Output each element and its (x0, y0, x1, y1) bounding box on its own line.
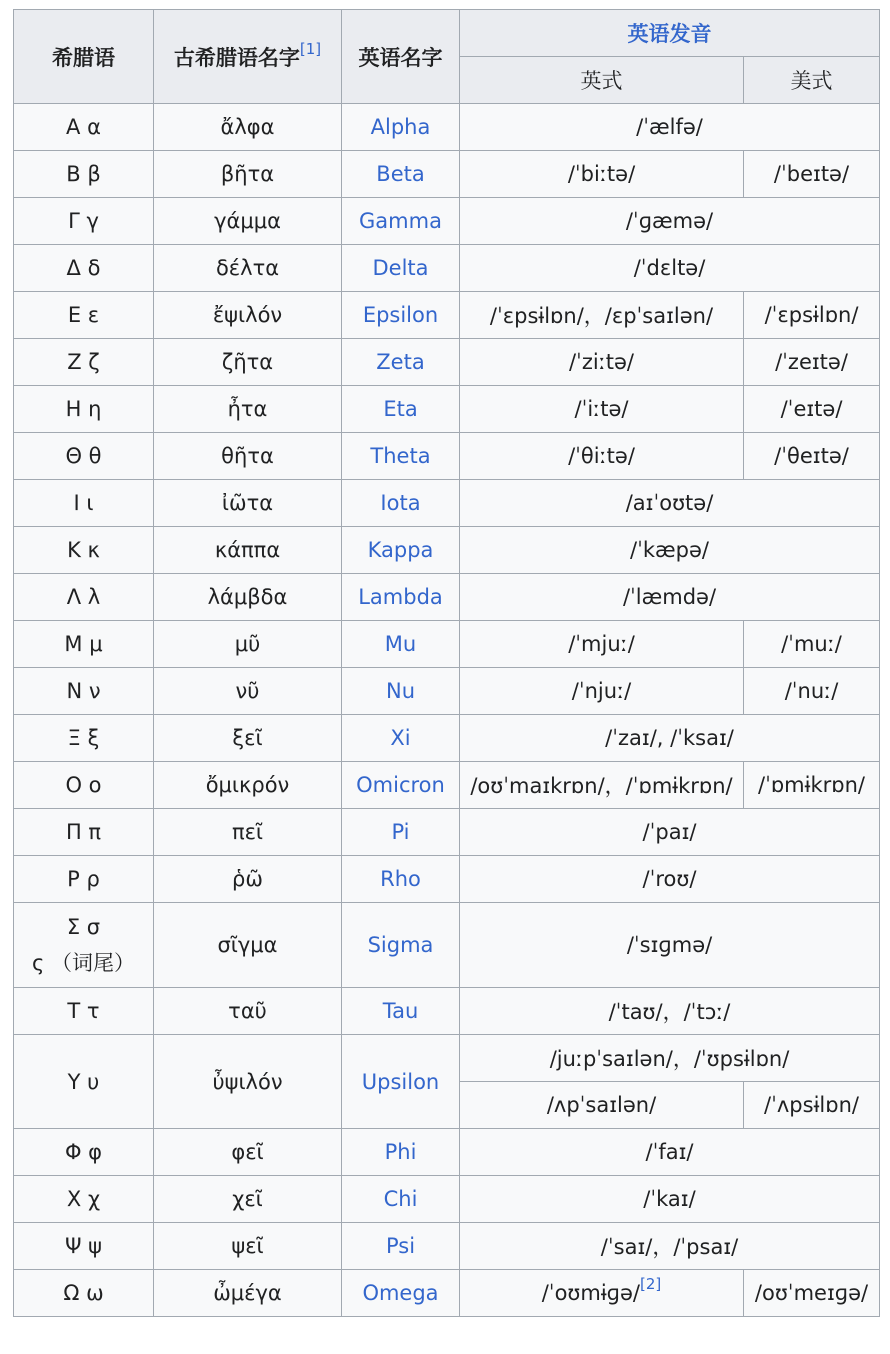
english-name-cell (342, 386, 460, 433)
header-row (14, 10, 880, 57)
header-ancient-name-label: 古希腊语名字 (173, 45, 300, 70)
american-pronunciation-cell: /ˈθeɪtə/ (744, 433, 880, 480)
english-name-link[interactable]: Rho (380, 867, 421, 891)
pronunciation-cell: /ˈtaʊ/，/ˈtɔː/ (460, 988, 880, 1035)
english-name-cell (342, 292, 460, 339)
american-pronunciation-cell: /oʊˈmeɪɡə/ (744, 1270, 880, 1317)
table-row (14, 856, 880, 903)
british-pronunciation-cell: /ˈiːtə/ (460, 386, 744, 433)
english-name-link[interactable]: Omega (362, 1281, 439, 1305)
ancient-name-cell: πεῖ (154, 809, 342, 856)
english-name-link[interactable]: Iota (380, 491, 421, 515)
letter-cell: Ι ι (14, 480, 154, 527)
pronunciation-cell: /ˈsaɪ/，/ˈpsaɪ/ (460, 1223, 880, 1270)
header-american: 美式 (744, 57, 880, 104)
letter-cell: Ρ ρ (14, 856, 154, 903)
ancient-name-cell: ψεῖ (154, 1223, 342, 1270)
header-pronunciation (460, 10, 880, 57)
letter-cell: Τ τ (14, 988, 154, 1035)
table-row (14, 1176, 880, 1223)
header-english-name: 英语名字 (342, 10, 460, 104)
ancient-name-cell: θῆτα (154, 433, 342, 480)
letter-text: Σ σ (66, 915, 101, 939)
letter-cell: Ψ ψ (14, 1223, 154, 1270)
british-pronunciation-cell: /ˈmjuː/ (460, 621, 744, 668)
pronunciation-cell: /ˈlæmdə/ (460, 574, 880, 621)
letter-cell: Θ θ (14, 433, 154, 480)
letter-cell: Λ λ (14, 574, 154, 621)
pronunciation-cell: /ˈsɪɡmə/ (460, 903, 880, 988)
english-name-cell (342, 1035, 460, 1129)
english-name-cell (342, 1176, 460, 1223)
english-name-link[interactable]: Epsilon (362, 303, 439, 327)
english-name-link[interactable]: Tau (382, 999, 419, 1023)
letter-cell: Μ μ (14, 621, 154, 668)
letter-cell: Ο ο (14, 762, 154, 809)
table-body (14, 104, 880, 1317)
american-pronunciation-cell: /ˈnuː/ (744, 668, 880, 715)
table-row (14, 668, 880, 715)
letter-cell: Φ φ (14, 1129, 154, 1176)
ancient-name-cell: βῆτα (154, 151, 342, 198)
letter-cell: Γ γ (14, 198, 154, 245)
table-row (14, 198, 880, 245)
pronunciation-cell: /juːpˈsaɪlən/，/ˈʊpsɨlɒn/ (460, 1035, 880, 1082)
english-name-cell (342, 151, 460, 198)
table-row (14, 480, 880, 527)
english-name-link[interactable]: Pi (391, 820, 410, 844)
english-name-link[interactable]: Eta (383, 397, 418, 421)
pronunciation-cell: /ˈɡæmə/ (460, 198, 880, 245)
british-pronunciation-cell: /ˈnjuː/ (460, 668, 744, 715)
english-name-cell (342, 433, 460, 480)
english-name-link[interactable]: Zeta (376, 350, 425, 374)
english-name-link[interactable]: Beta (376, 162, 425, 186)
british-pronunciation-text: /ˈoʊmɨɡə/ (541, 1281, 641, 1305)
table-row (14, 151, 880, 198)
table-row (14, 988, 880, 1035)
table-row (14, 1223, 880, 1270)
ancient-name-cell: ζῆτα (154, 339, 342, 386)
american-pronunciation-cell: /ˈɛpsɨlɒn/ (744, 292, 880, 339)
english-name-cell (342, 104, 460, 151)
ancient-name-cell: ὦμέγα (154, 1270, 342, 1317)
american-pronunciation-cell: /ˈmuː/ (744, 621, 880, 668)
pronunciation-cell: /ˈdɛltə/ (460, 245, 880, 292)
header-ancient-name (154, 10, 342, 104)
pronunciation-cell: /ˈkaɪ/ (460, 1176, 880, 1223)
ancient-name-cell: ἄλφα (154, 104, 342, 151)
pronunciation-cell: /aɪˈoʊtə/ (460, 480, 880, 527)
table-row (14, 809, 880, 856)
letter-cell: Ξ ξ (14, 715, 154, 762)
ancient-name-cell: ἦτα (154, 386, 342, 433)
english-name-link[interactable]: Nu (385, 679, 416, 703)
ancient-name-cell: ὄμικρόν (154, 762, 342, 809)
english-name-cell (342, 527, 460, 574)
english-name-link[interactable]: Upsilon (361, 1069, 440, 1094)
english-name-link[interactable]: Theta (370, 444, 431, 468)
ancient-name-cell: ὖψιλόν (154, 1035, 342, 1129)
pronunciation-link[interactable]: 英语发音 (627, 22, 712, 46)
letter-cell: Χ χ (14, 1176, 154, 1223)
pronunciation-cell: /ˈpaɪ/ (460, 809, 880, 856)
ancient-name-cell: νῦ (154, 668, 342, 715)
letter-cell: Ν ν (14, 668, 154, 715)
table-row (14, 1035, 880, 1082)
table-row (14, 903, 880, 988)
letter-cell: Ε ε (14, 292, 154, 339)
english-name-link[interactable]: Omicron (356, 773, 445, 797)
english-name-cell (342, 762, 460, 809)
english-name-link[interactable]: Sigma (367, 933, 434, 957)
table-row (14, 621, 880, 668)
table-row (14, 245, 880, 292)
english-name-cell (342, 856, 460, 903)
pronunciation-cell: /ˈælfə/ (460, 104, 880, 151)
american-pronunciation-cell: /ˈzeɪtə/ (744, 339, 880, 386)
pronunciation-cell: /ˈroʊ/ (460, 856, 880, 903)
table-row (14, 1270, 880, 1317)
american-pronunciation-cell: /ˈʌpsɨlɒn/ (744, 1082, 880, 1129)
table-row (14, 104, 880, 151)
table-row (14, 527, 880, 574)
table-row (14, 762, 880, 809)
table-row (14, 574, 880, 621)
greek-alphabet-table (13, 9, 880, 1317)
table-row (14, 339, 880, 386)
ancient-name-cell: λάμβδα (154, 574, 342, 621)
letter-cell: Ω ω (14, 1270, 154, 1317)
table-row (14, 1129, 880, 1176)
british-pronunciation-cell (460, 1270, 744, 1317)
footnote-1-link[interactable]: [1] (299, 39, 322, 58)
english-name-link[interactable]: Kappa (367, 538, 434, 562)
ancient-name-cell: μῦ (154, 621, 342, 668)
english-name-cell (342, 809, 460, 856)
letter-final-form: ς （词尾） (31, 951, 135, 975)
english-name-link[interactable]: Xi (390, 726, 411, 750)
pronunciation-cell: /ˈfaɪ/ (460, 1129, 880, 1176)
footnote-2-link[interactable]: [2] (640, 1275, 662, 1293)
english-name-cell (342, 339, 460, 386)
ancient-name-cell: κάππα (154, 527, 342, 574)
english-name-link[interactable]: Gamma (359, 209, 442, 233)
american-pronunciation-cell: /ˈeɪtə/ (744, 386, 880, 433)
english-name-link[interactable]: Alpha (370, 115, 431, 139)
english-name-link[interactable]: Chi (383, 1187, 418, 1211)
letter-cell: Δ δ (14, 245, 154, 292)
british-pronunciation-cell: /ˈziːtə/ (460, 339, 744, 386)
table-row (14, 292, 880, 339)
english-name-cell (342, 1223, 460, 1270)
english-name-cell (342, 245, 460, 292)
ancient-name-cell: δέλτα (154, 245, 342, 292)
letter-cell: Α α (14, 104, 154, 151)
ancient-name-cell: χεῖ (154, 1176, 342, 1223)
english-name-cell (342, 988, 460, 1035)
english-name-cell (342, 715, 460, 762)
english-name-link[interactable]: Lambda (358, 585, 443, 609)
letter-cell: Β β (14, 151, 154, 198)
british-pronunciation-cell: /ˈɛpsɨlɒn/，/ɛpˈsaɪlən/ (460, 292, 744, 339)
english-name-cell (342, 1129, 460, 1176)
english-name-cell (342, 198, 460, 245)
letter-cell: Π π (14, 809, 154, 856)
table-row (14, 433, 880, 480)
english-name-cell (342, 903, 460, 988)
header-greek: 希腊语 (14, 10, 154, 104)
english-name-link[interactable]: Delta (372, 256, 429, 280)
english-name-link[interactable]: Psi (385, 1234, 416, 1258)
pronunciation-cell: /ˈzaɪ/, /ˈksaɪ/ (460, 715, 880, 762)
english-name-link[interactable]: Phi (384, 1140, 417, 1164)
american-pronunciation-cell: /ˈɒmɨkrɒn/ (744, 762, 880, 809)
ancient-name-cell: ῥῶ (154, 856, 342, 903)
english-name-cell (342, 668, 460, 715)
ancient-name-cell: ἔψιλόν (154, 292, 342, 339)
british-pronunciation-cell: /oʊˈmaɪkrɒn/，/ˈɒmɨkrɒn/ (460, 762, 744, 809)
letter-cell (14, 903, 154, 988)
english-name-cell (342, 621, 460, 668)
british-pronunciation-cell: /ˈbiːtə/ (460, 151, 744, 198)
english-name-cell (342, 574, 460, 621)
ancient-name-cell: ταῦ (154, 988, 342, 1035)
british-pronunciation-cell: /ʌpˈsaɪlən/ (460, 1082, 744, 1129)
header-british: 英式 (460, 57, 744, 104)
letter-cell: Υ υ (14, 1035, 154, 1129)
ancient-name-cell: σῖγμα (154, 903, 342, 988)
pronunciation-cell: /ˈkæpə/ (460, 527, 880, 574)
ancient-name-cell: ξεῖ (154, 715, 342, 762)
ancient-name-cell: ἰῶτα (154, 480, 342, 527)
letter-cell: Κ κ (14, 527, 154, 574)
table-row (14, 386, 880, 433)
american-pronunciation-cell: /ˈbeɪtə/ (744, 151, 880, 198)
english-name-cell (342, 480, 460, 527)
table-row (14, 715, 880, 762)
english-name-link[interactable]: Mu (384, 632, 417, 656)
letter-cell: Ζ ζ (14, 339, 154, 386)
english-name-cell (342, 1270, 460, 1317)
letter-cell: Η η (14, 386, 154, 433)
ancient-name-cell: φεῖ (154, 1129, 342, 1176)
british-pronunciation-cell: /ˈθiːtə/ (460, 433, 744, 480)
ancient-name-cell: γάμμα (154, 198, 342, 245)
